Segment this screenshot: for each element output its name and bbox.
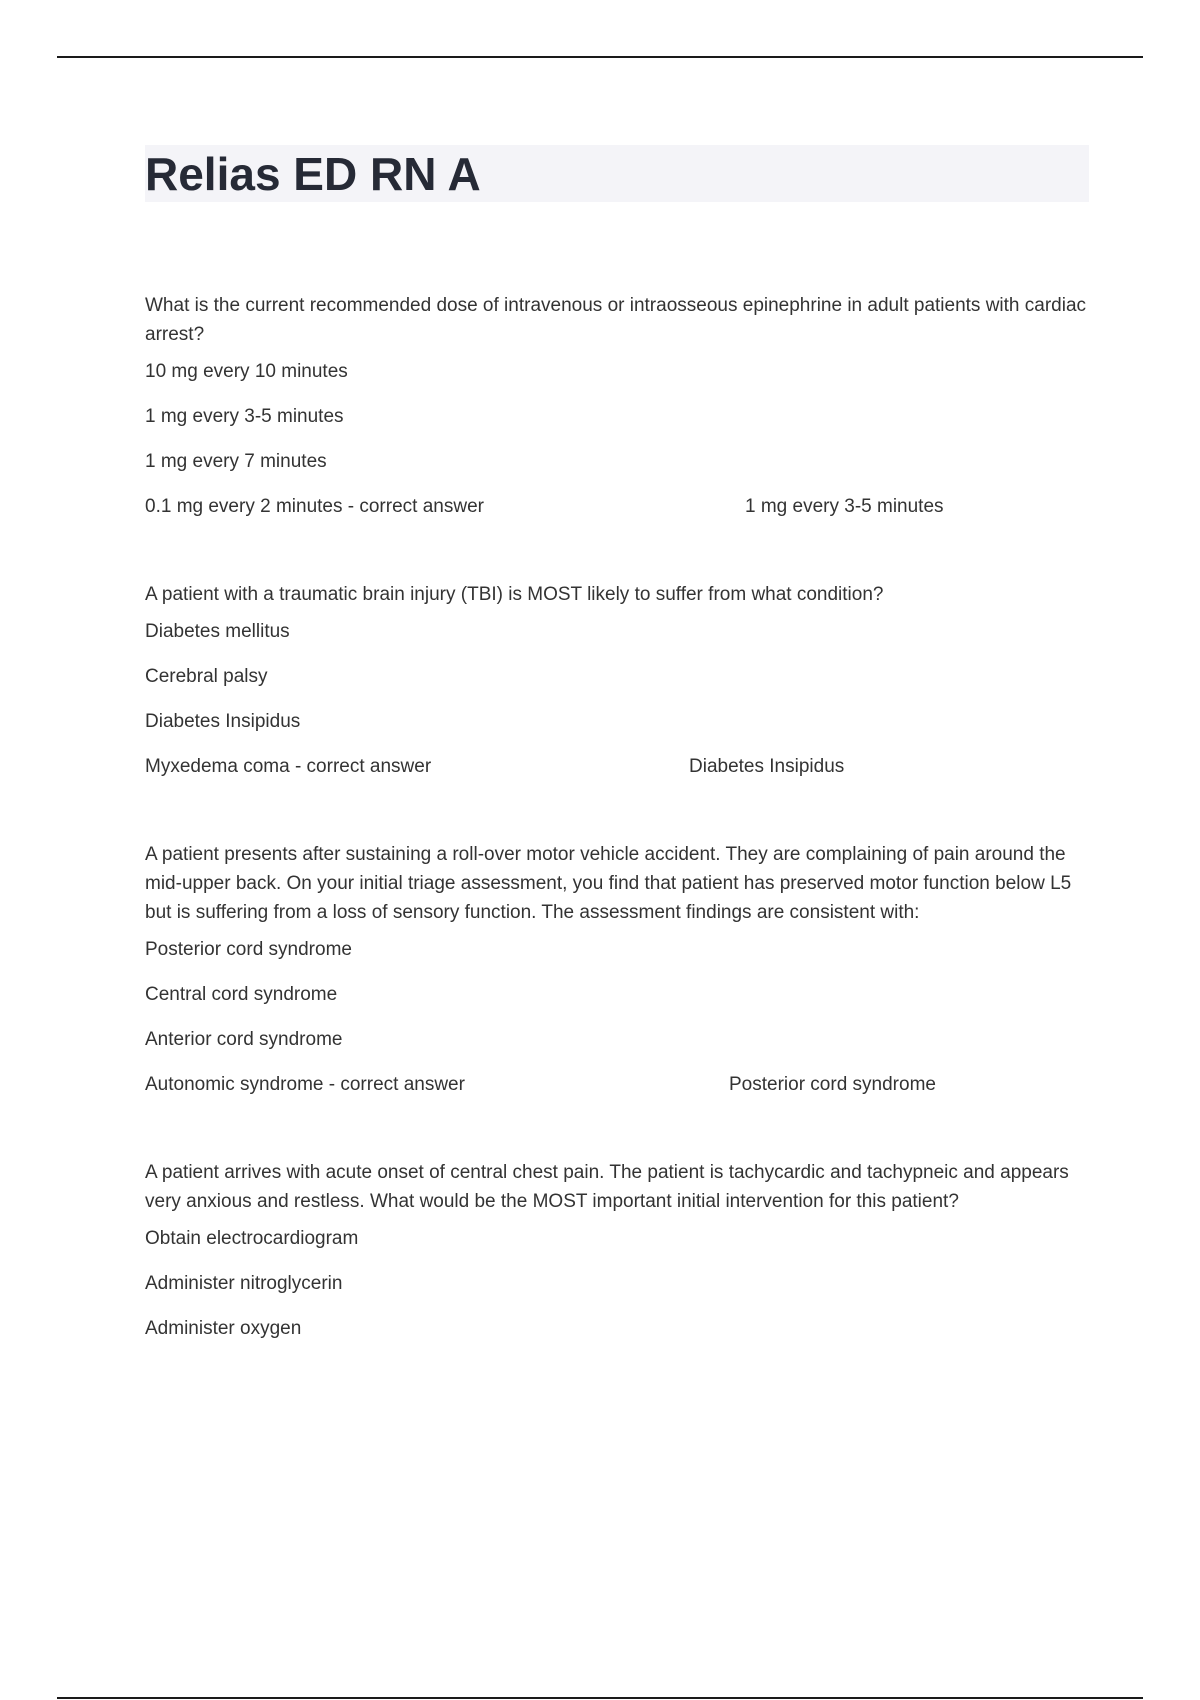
option-a: Posterior cord syndrome (145, 939, 352, 960)
option-b: Cerebral palsy (145, 666, 268, 687)
option-c: Anterior cord syndrome (145, 1029, 343, 1050)
question-text: What is the current recommended dose of intravenous or intraosseous epinephrine in adult patients with cardiac arrest? (145, 295, 1087, 345)
question-list (145, 291, 1090, 1359)
option-c: Diabetes Insipidus (145, 711, 301, 732)
correct-answer: Posterior cord syndrome (729, 1074, 936, 1095)
question-block-4 (145, 1158, 1090, 1343)
option-b: 1 mg every 3-5 minutes (145, 406, 344, 427)
option-d: Myxedema coma - correct answer (145, 756, 432, 777)
option-d: 0.1 mg every 2 minutes - correct answer (145, 496, 484, 517)
option-d-row (145, 1070, 1090, 1099)
question-block-3 (145, 840, 1090, 1099)
document-title: Relias ED RN A (145, 148, 481, 200)
option-a: 10 mg every 10 minutes (145, 361, 348, 382)
option-b: Central cord syndrome (145, 984, 338, 1005)
correct-answer: 1 mg every 3-5 minutes (745, 496, 944, 517)
option-c: 1 mg every 7 minutes (145, 451, 327, 472)
question-block-1 (145, 291, 1090, 521)
option-b: Administer nitroglycerin (145, 1273, 343, 1294)
question-text: A patient with a traumatic brain injury (TBI) is MOST likely to suffer from what condition? (145, 584, 884, 605)
option-d-row (145, 492, 1090, 521)
option-c: Administer oxygen (145, 1318, 302, 1339)
question-text: A patient arrives with acute onset of central chest pain. The patient is tachycardic and tachypneic and appears very anxious and restless. What would be the MOST important initial intervention for this patient? (145, 1162, 1069, 1212)
option-a: Diabetes mellitus (145, 621, 290, 642)
question-block-2 (145, 580, 1090, 781)
bottom-rule (57, 1697, 1143, 1699)
question-text: A patient presents after sustaining a roll-over motor vehicle accident. They are complaining of pain around the mid-upper back. On your initial triage assessment, you find that patient has preserved motor function below L5 but is suffering from a loss of sensory function. The assessment findings are consistent with: (145, 844, 1072, 923)
option-a: Obtain electrocardiogram (145, 1228, 359, 1249)
correct-answer: Diabetes Insipidus (689, 756, 845, 777)
top-rule (57, 56, 1143, 58)
option-d: Autonomic syndrome - correct answer (145, 1074, 465, 1095)
option-d-row (145, 752, 1090, 781)
